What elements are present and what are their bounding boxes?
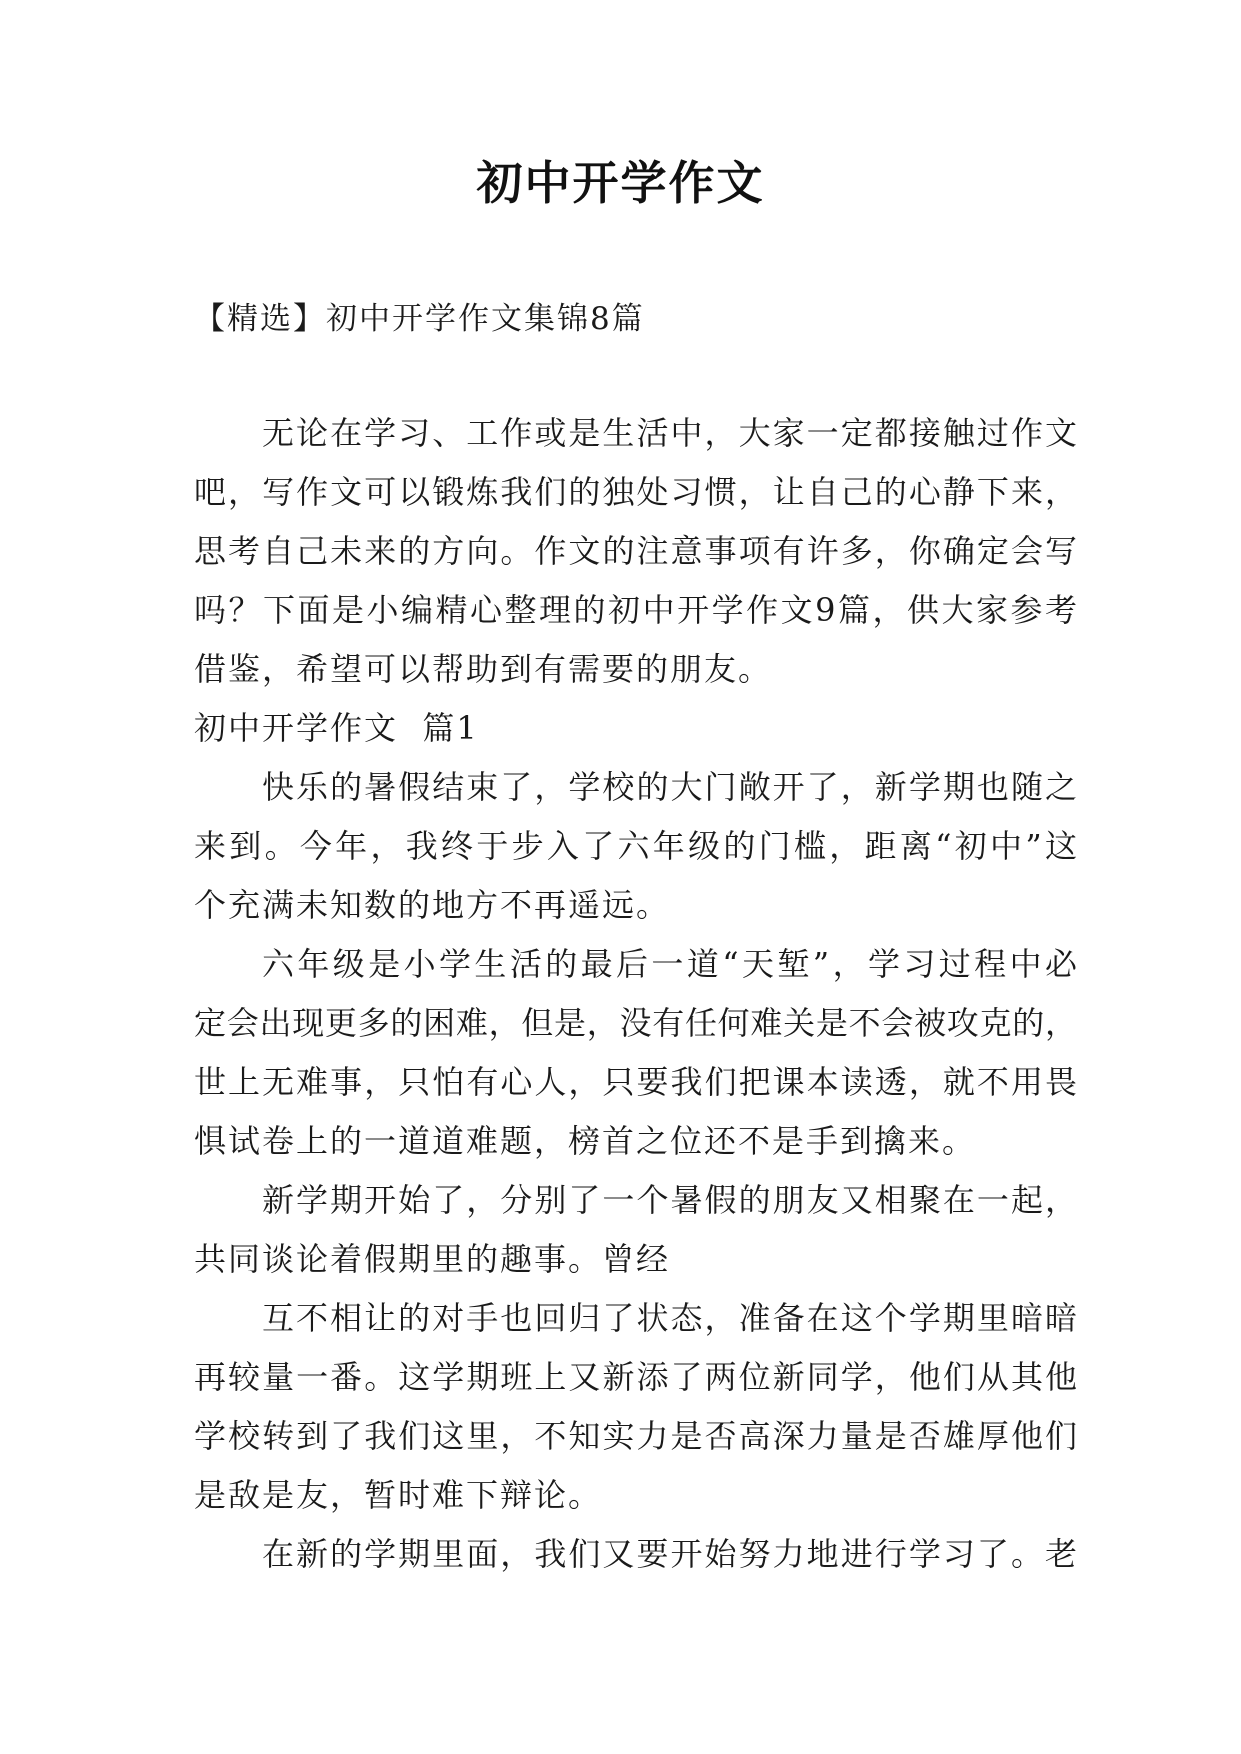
- text-line: 无论在学习、工作或是生活中，大家一定都接触过作文: [262, 414, 1077, 452]
- text-line: 是敌是友，暂时难下辩论。: [194, 1476, 603, 1514]
- text-line: 六年级是小学生活的最后一道“天堑”，学习过程中必: [262, 945, 1077, 983]
- text-line: 个充满未知数的地方不再遥远。: [194, 886, 671, 924]
- essay-heading: 初中开学作文 篇1: [194, 709, 479, 747]
- text-line: 快乐的暑假结束了，学校的大门敞开了，新学期也随之: [262, 768, 1077, 806]
- text-line: 来到。今年，我终于步入了六年级的门槛，距离“初中”这: [194, 827, 1077, 865]
- paragraph: [194, 1171, 1077, 1289]
- text-line: 在新的学期里面，我们又要开始努力地进行学习了。老: [262, 1535, 1077, 1573]
- page-title: 初中开学作文: [476, 156, 765, 210]
- text-line: 共同谈论着假期里的趣事。曾经: [194, 1240, 671, 1278]
- paragraph: [194, 935, 1077, 1171]
- text-line: 吗？下面是小编精心整理的初中开学作文9篇，供大家参考: [194, 591, 1077, 629]
- text-line: 学校转到了我们这里，不知实力是否高深力量是否雄厚他们: [194, 1417, 1077, 1455]
- text-line: 惧试卷上的一道道难题，榜首之位还不是手到擒来。: [194, 1122, 977, 1160]
- intro-paragraph: [194, 404, 1077, 699]
- document-body: [194, 404, 1077, 1584]
- text-line: 思考自己未来的方向。作文的注意事项有许多，你确定会写: [194, 532, 1077, 570]
- paragraph: [194, 1289, 1077, 1525]
- paragraph: [194, 1525, 1077, 1584]
- text-line: 借鉴，希望可以帮助到有需要的朋友。: [194, 650, 773, 688]
- text-line: 互不相让的对手也回归了状态，准备在这个学期里暗暗: [262, 1299, 1077, 1337]
- text-line: 世上无难事，只怕有心人，只要我们把课本读透，就不用畏: [194, 1063, 1077, 1101]
- page-subtitle: 【精选】初中开学作文集锦8篇: [194, 301, 645, 337]
- paragraph: [194, 758, 1077, 935]
- text-line: 新学期开始了，分别了一个暑假的朋友又相聚在一起，: [262, 1181, 1077, 1219]
- text-line: 再较量一番。这学期班上又新添了两位新同学，他们从其他: [194, 1358, 1077, 1396]
- text-line: 吧，写作文可以锻炼我们的独处习惯，让自己的心静下来，: [194, 473, 1077, 511]
- text-line: 定会出现更多的困难，但是，没有任何难关是不会被攻克的，: [194, 1004, 1077, 1042]
